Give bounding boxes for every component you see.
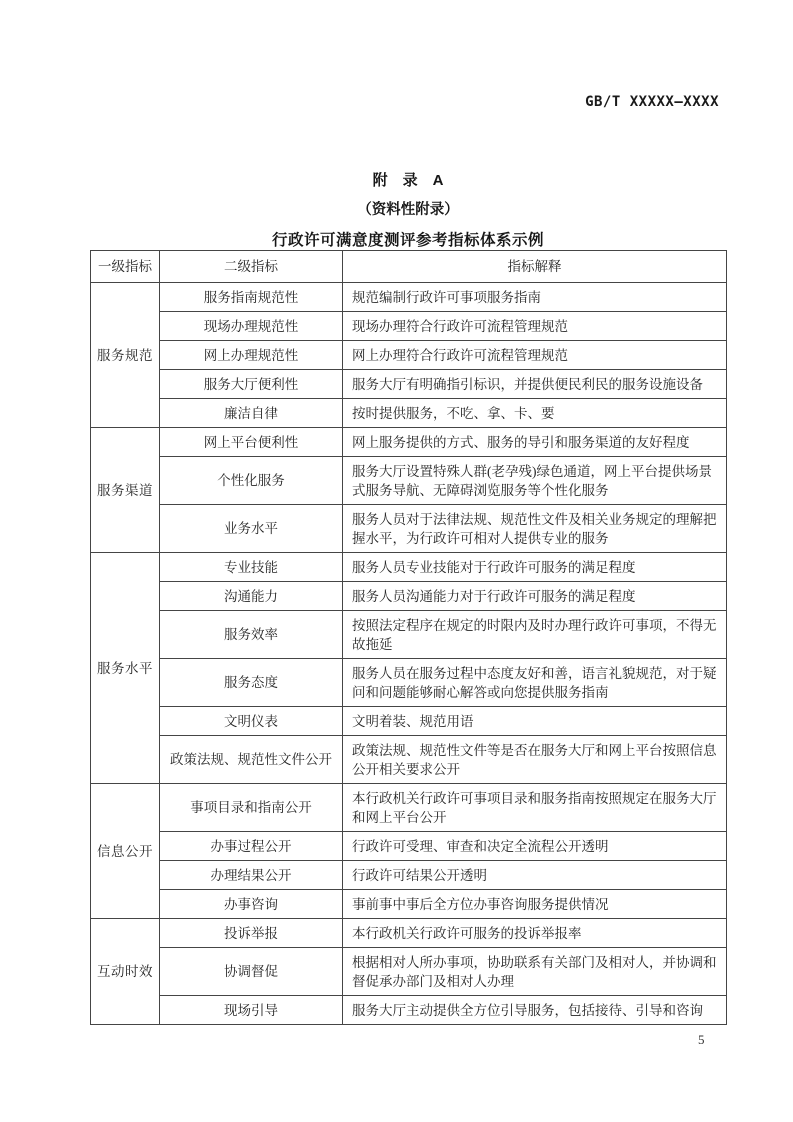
explanation-cell: 服务人员在服务过程中态度友好和善，语言礼貌规范，对于疑问和问题能够耐心解答或向您提供服务指南: [343, 659, 727, 707]
table-row: [91, 707, 727, 736]
explanation-cell: 本行政机关行政许可事项目录和服务指南按照规定在服务大厅和网上平台公开: [343, 784, 727, 832]
column-header-level2: 二级指标: [160, 251, 343, 283]
level1-indicator-cell: 信息公开: [91, 784, 160, 919]
table-row: [91, 996, 727, 1025]
table-row: [91, 582, 727, 611]
table-row: [91, 370, 727, 399]
level1-indicator-cell: 互动时效: [91, 919, 160, 1025]
explanation-cell: 网上办理符合行政许可流程管理规范: [343, 341, 727, 370]
explanation-cell: 服务大厅设置特殊人群(老孕残)绿色通道，网上平台提供场景式服务导航、无障碍浏览服务等个性化服务: [343, 457, 727, 505]
level2-indicator-cell: 服务态度: [160, 659, 343, 707]
explanation-cell: 事前事中事后全方位办事咨询服务提供情况: [343, 890, 727, 919]
indicator-table: [90, 250, 727, 1025]
level2-indicator-cell: 服务指南规范性: [160, 283, 343, 312]
explanation-cell: 服务大厅有明确指引标识，并提供便民利民的服务设施设备: [343, 370, 727, 399]
explanation-cell: 服务人员沟通能力对于行政许可服务的满足程度: [343, 582, 727, 611]
explanation-cell: 现场办理符合行政许可流程管理规范: [343, 312, 727, 341]
level1-indicator-cell: 服务渠道: [91, 428, 160, 553]
level2-indicator-cell: 现场办理规范性: [160, 312, 343, 341]
level2-indicator-cell: 办事过程公开: [160, 832, 343, 861]
table-row: [91, 505, 727, 553]
level2-indicator-cell: 个性化服务: [160, 457, 343, 505]
level2-indicator-cell: 服务效率: [160, 611, 343, 659]
level2-indicator-cell: 网上办理规范性: [160, 341, 343, 370]
table-row: [91, 948, 727, 996]
column-header-explanation: 指标解释: [343, 251, 727, 283]
level2-indicator-cell: 事项目录和指南公开: [160, 784, 343, 832]
level1-indicator-cell: 服务规范: [91, 283, 160, 428]
level2-indicator-cell: 协调督促: [160, 948, 343, 996]
explanation-cell: 按照法定程序在规定的时限内及时办理行政许可事项，不得无故拖延: [343, 611, 727, 659]
explanation-cell: 行政许可受理、审查和决定全流程公开透明: [343, 832, 727, 861]
table-header-row: [91, 251, 727, 283]
table-row: [91, 283, 727, 312]
table-row: [91, 784, 727, 832]
level2-indicator-cell: 专业技能: [160, 553, 343, 582]
explanation-cell: 服务人员专业技能对于行政许可服务的满足程度: [343, 553, 727, 582]
level1-indicator-cell: 服务水平: [91, 553, 160, 784]
table-row: [91, 457, 727, 505]
table-row: [91, 428, 727, 457]
table-row: [91, 832, 727, 861]
table-row: [91, 312, 727, 341]
level2-indicator-cell: 投诉举报: [160, 919, 343, 948]
table-row: [91, 919, 727, 948]
table-row: [91, 659, 727, 707]
table-row: [91, 341, 727, 370]
table-row: [91, 861, 727, 890]
level2-indicator-cell: 服务大厅便利性: [160, 370, 343, 399]
table-row: [91, 736, 727, 784]
page-number: 5: [698, 1032, 705, 1047]
explanation-cell: 服务大厅主动提供全方位引导服务，包括接待、引导和咨询: [343, 996, 727, 1025]
level2-indicator-cell: 办理结果公开: [160, 861, 343, 890]
table-row: [91, 611, 727, 659]
table-title: 行政许可满意度测评参考指标体系示例: [271, 232, 544, 249]
table-row: [91, 890, 727, 919]
column-header-level1: 一级指标: [91, 251, 160, 283]
explanation-cell: 政策法规、规范性文件等是否在服务大厅和网上平台按照信息公开相关要求公开: [343, 736, 727, 784]
explanation-cell: 规范编制行政许可事项服务指南: [343, 283, 727, 312]
level2-indicator-cell: 现场引导: [160, 996, 343, 1025]
title-block: [90, 169, 726, 250]
level2-indicator-cell: 网上平台便利性: [160, 428, 343, 457]
explanation-cell: 根据相对人所办事项，协助联系有关部门及相对人，并协调和督促承办部门及相对人办理: [343, 948, 727, 996]
explanation-cell: 文明着装、规范用语: [343, 707, 727, 736]
explanation-cell: 行政许可结果公开透明: [343, 861, 727, 890]
level2-indicator-cell: 政策法规、规范性文件公开: [160, 736, 343, 784]
explanation-cell: 按时提供服务，不吃、拿、卡、要: [343, 399, 727, 428]
explanation-cell: 网上服务提供的方式、服务的导引和服务渠道的友好程度: [343, 428, 727, 457]
table-row: [91, 553, 727, 582]
level2-indicator-cell: 沟通能力: [160, 582, 343, 611]
explanation-cell: 本行政机关行政许可服务的投诉举报率: [343, 919, 727, 948]
explanation-cell: 服务人员对于法律法规、规范性文件及相关业务规定的理解把握水平，为行政许可相对人提供专业的服务: [343, 505, 727, 553]
level2-indicator-cell: 办事咨询: [160, 890, 343, 919]
appendix-title: 附 录 A: [372, 172, 444, 189]
appendix-type-label: （资料性附录）: [357, 202, 459, 218]
level2-indicator-cell: 廉洁自律: [160, 399, 343, 428]
table-row: [91, 399, 727, 428]
level2-indicator-cell: 文明仪表: [160, 707, 343, 736]
level2-indicator-cell: 业务水平: [160, 505, 343, 553]
standard-number-header: GB/T XXXXX—XXXX: [585, 94, 719, 110]
